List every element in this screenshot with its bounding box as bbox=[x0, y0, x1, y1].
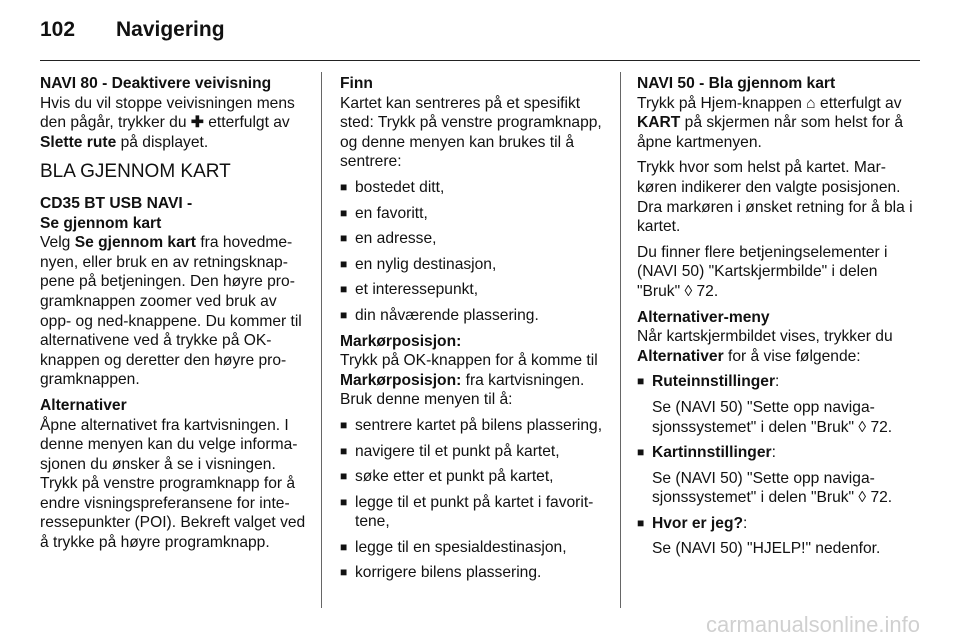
list-item: ■ et interessepunkt, bbox=[340, 280, 608, 300]
subheading: Markørposisjon: bbox=[340, 332, 462, 350]
paragraph: Trykk på OK-knappen for å komme til Markørposisjon: fra kartvisningen. Bruk denne menyen til å: bbox=[340, 352, 598, 409]
list-item: ■ bostedet ditt, bbox=[340, 178, 608, 198]
paragraph: Kartet kan sentreres på et spesifikt sted: Trykk på venstre programknapp, og denne menyen kan brukes til å sentrere: bbox=[340, 94, 602, 171]
paragraph: Trykk hvor som helst på kartet. Markøren indikerer den valgte posisjonen. Dra markøren i ønsket retning for å bla i kartet. bbox=[637, 159, 913, 236]
list-item-description: Se (NAVI 50) "Sette opp navigasjonssystemet" i delen "Bruk" ◊ 72. bbox=[652, 469, 893, 507]
paragraph: Du finner flere betjeningselementer i (NAVI 50) "Kartskjermbilde" i delen "Bruk" ◊ 72. bbox=[637, 243, 888, 300]
list-item: ■ legge til et punkt på kartet i favorittene, bbox=[340, 493, 608, 532]
home-icon: ⌂ bbox=[806, 94, 816, 112]
column-3 bbox=[637, 74, 915, 565]
watermark: carmanualsonline.info bbox=[705, 612, 920, 637]
subheading: Se gjennom kart bbox=[40, 214, 162, 232]
list-item-description: Se (NAVI 50) "Sette opp navigasjonssystemet" i delen "Bruk" ◊ 72. bbox=[652, 398, 893, 436]
column-divider bbox=[321, 72, 322, 608]
subheading: Finn bbox=[340, 75, 373, 92]
list-item: ■ sentrere kartet på bilens plassering, bbox=[340, 416, 608, 436]
list-item: ■ Hvor er jeg?: bbox=[637, 514, 915, 534]
list-item-description: Se (NAVI 50) "HJELP!" nedenfor. bbox=[652, 540, 881, 558]
paragraph: Trykk på Hjem-knappen ⌂ etterfulgt av KART på skjermen når som helst for å åpne kartmenyen. bbox=[637, 94, 904, 151]
paragraph: Når kartskjermbildet vises, trykker du Alternativer for å vise følgende: bbox=[637, 328, 893, 365]
bullet-list bbox=[340, 416, 608, 583]
list-item: ■ navigere til et punkt på kartet, bbox=[340, 442, 608, 462]
list-item: ■ korrigere bilens plassering. bbox=[340, 563, 608, 583]
subheading: Alternativer bbox=[40, 396, 127, 414]
list-item: ■ Kartinnstillinger: bbox=[637, 443, 915, 463]
column-divider bbox=[620, 72, 621, 608]
list-item: ■ din nåværende plassering. bbox=[340, 306, 608, 326]
bullet-list bbox=[340, 178, 608, 326]
list-item: ■ en adresse, bbox=[340, 229, 608, 249]
column-2 bbox=[340, 74, 608, 589]
paragraph: Velg Se gjennom kart fra hovedmenyen, eller bruk en av retningsknappene på betjeningen. Den høyre programknappen zoomer ved bruk av opp- og ned-knappene. Du kommer til alternativene ved å trykke på OK-knappen og deretter den høyre programknappen. bbox=[40, 234, 302, 389]
list-item: ■ søke etter et punkt på kartet, bbox=[340, 467, 608, 487]
chapter-title: Navigering bbox=[116, 18, 225, 41]
subheading: CD35 BT USB NAVI - bbox=[40, 194, 193, 212]
section-heading: BLA GJENNOM KART bbox=[40, 161, 231, 183]
column-1 bbox=[40, 74, 308, 559]
list-item: ■ en nylig destinasjon, bbox=[340, 255, 608, 275]
header-divider bbox=[40, 60, 920, 61]
page-number: 102 bbox=[40, 18, 76, 41]
plus-icon: ✚ bbox=[190, 114, 204, 132]
subheading: Alternativer-meny bbox=[637, 308, 770, 326]
paragraph: Åpne alternativet fra kartvisningen. I denne menyen kan du velge informasjonen du ønsker å se i visningen. Trykk på venstre programknapp for å endre visningspreferansene for interessepunkter (POI). Bekreft valget ved å trykke på høyre programknapp. bbox=[40, 416, 306, 552]
bullet-list bbox=[637, 372, 915, 559]
subheading: NAVI 50 - Bla gjennom kart bbox=[637, 75, 836, 92]
page-header bbox=[40, 18, 225, 42]
subheading: NAVI 80 - Deaktivere veivisning bbox=[40, 75, 272, 92]
list-item: ■ Ruteinnstillinger: bbox=[637, 372, 915, 392]
paragraph: Hvis du vil stoppe veivisningen mens den pågår, trykker du ✚ etterfulgt av Slette rute på displayet. bbox=[40, 94, 295, 151]
list-item: ■ legge til en spesialdestinasjon, bbox=[340, 538, 608, 558]
list-item: ■ en favoritt, bbox=[340, 204, 608, 224]
